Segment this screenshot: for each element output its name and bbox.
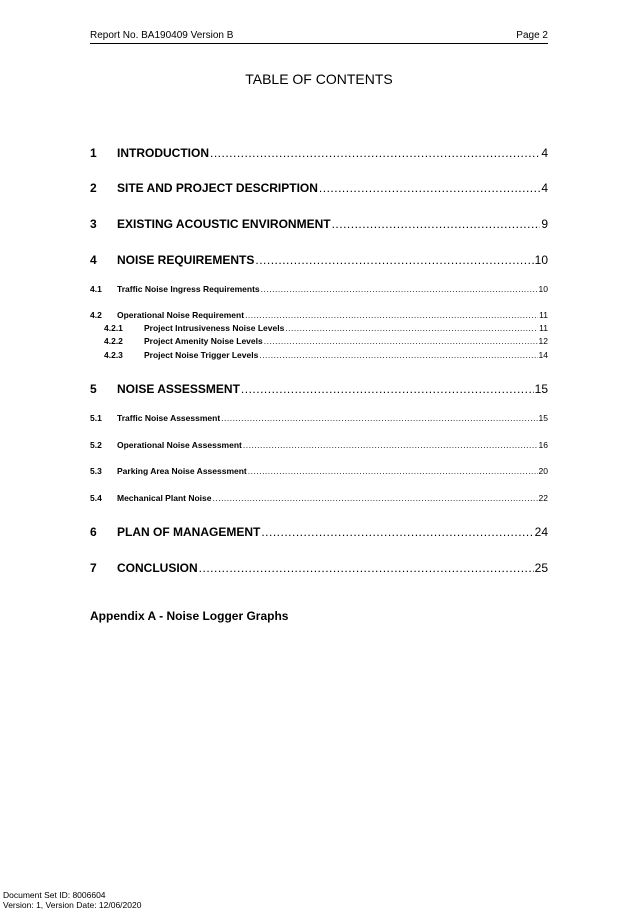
toc-label: NOISE ASSESSMENT [117,382,240,396]
toc-entry-mechanical-plant[interactable] [90,493,548,503]
toc-leader [319,181,540,195]
toc-number: 4.2.1 [104,323,123,333]
toc-page: 15 [538,413,548,423]
page-number: Page 2 [516,30,548,41]
toc-entry-site-description[interactable] [90,181,548,195]
toc-entry-introduction[interactable] [90,146,548,160]
page-title: TABLE OF CONTENTS [245,71,393,87]
toc-number: 4.2.3 [104,350,123,360]
toc-leader [261,525,533,539]
toc-leader [255,253,533,267]
toc-leader [248,466,538,476]
toc-leader [243,440,538,450]
toc-page: 4 [541,146,548,160]
toc-page: 24 [534,525,548,539]
toc-leader [261,284,538,294]
toc-page: 15 [534,382,548,396]
toc-leader [245,310,538,320]
toc-label: Project Intrusiveness Noise Levels [144,323,285,333]
toc-number: 5.2 [90,440,102,450]
toc-label: SITE AND PROJECT DESCRIPTION [117,181,318,195]
page-header [90,30,548,44]
toc-entry-operational-requirement[interactable] [90,310,548,320]
toc-leader [210,146,540,160]
toc-leader [241,382,534,396]
toc-page: 16 [538,440,548,450]
toc-entry-existing-acoustic[interactable] [90,217,548,231]
toc-label: Traffic Noise Assessment [117,413,221,423]
toc-label: NOISE REQUIREMENTS [117,253,255,267]
toc-label: PLAN OF MANAGEMENT [117,525,261,539]
document-set-id: Document Set ID: 8006604 [3,890,106,900]
toc-label: INTRODUCTION [117,146,209,160]
toc-label: Parking Area Noise Assessment [117,466,247,476]
toc-label: Mechanical Plant Noise [117,493,212,503]
toc-entry-parking-assessment[interactable] [90,466,548,476]
toc-leader [221,413,537,423]
toc-leader [259,350,537,360]
toc-entry-intrusiveness[interactable] [90,323,548,333]
toc-number: 2 [90,181,97,195]
toc-number: 6 [90,525,97,539]
toc-page: 10 [538,284,548,294]
toc-entry-traffic-ingress[interactable] [90,284,548,294]
document-version: Version: 1, Version Date: 12/06/2020 [3,900,142,910]
toc-page: 11 [539,323,548,333]
toc-label: Operational Noise Assessment [117,440,242,450]
toc-label: Project Noise Trigger Levels [144,350,259,360]
toc-number: 1 [90,146,97,160]
document-footer [3,890,141,910]
toc-number: 3 [90,217,97,231]
toc-label: CONCLUSION [117,561,198,575]
toc-page: 4 [541,181,548,195]
toc-label: Traffic Noise Ingress Requirements [117,284,260,294]
toc-entry-conclusion[interactable] [90,561,548,575]
toc-leader [332,217,541,231]
toc-number: 4 [90,253,97,267]
appendix-entry[interactable]: Appendix A - Noise Logger Graphs [90,609,289,623]
toc-number: 5.1 [90,413,102,423]
toc-page: 22 [538,493,548,503]
toc-label: EXISTING ACOUSTIC ENVIRONMENT [117,217,331,231]
toc-number: 5.3 [90,466,102,476]
toc-page: 10 [534,253,548,267]
toc-page: 20 [538,466,548,476]
toc-entry-trigger-levels[interactable] [90,350,548,360]
toc-label: Project Amenity Noise Levels [144,336,263,346]
toc-page: 11 [539,310,548,320]
toc-number: 5.4 [90,493,102,503]
toc-leader [285,323,538,333]
toc-entry-traffic-assessment[interactable] [90,413,548,423]
toc-leader [264,336,538,346]
toc-number: 5 [90,382,97,396]
toc-entry-operational-assessment[interactable] [90,440,548,450]
toc-label: Operational Noise Requirement [117,310,245,320]
toc-number: 7 [90,561,97,575]
toc-entry-plan-of-management[interactable] [90,525,548,539]
report-number: Report No. BA190409 Version B [90,30,234,41]
toc-leader [212,493,537,503]
toc-entry-noise-requirements[interactable] [90,253,548,267]
toc-page: 25 [534,561,548,575]
toc-page: 14 [538,350,548,360]
toc-leader [199,561,534,575]
toc-number: 4.2.2 [104,336,123,346]
toc-entry-noise-assessment[interactable] [90,382,548,396]
toc-entry-amenity[interactable] [90,336,548,346]
toc-number: 4.2 [90,310,102,320]
toc-number: 4.1 [90,284,102,294]
toc-page: 12 [538,336,548,346]
toc-page: 9 [541,217,548,231]
